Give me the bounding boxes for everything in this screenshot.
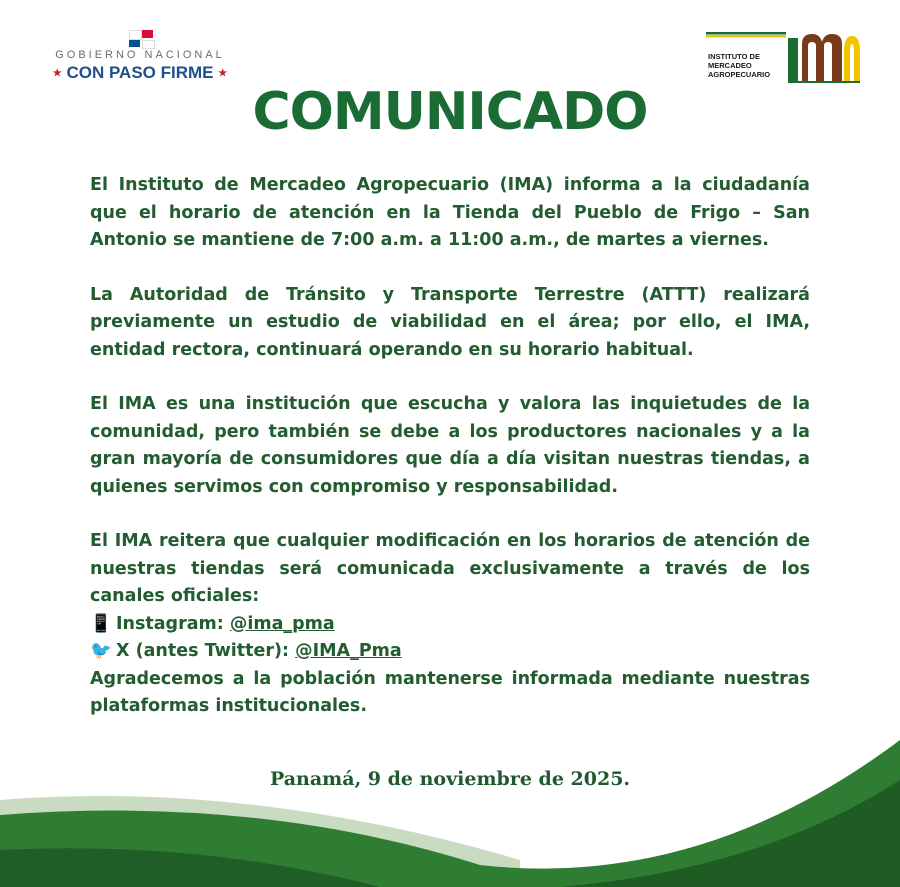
gov-logo-slogan: CON PASO FIRME	[66, 63, 214, 82]
ima-logo-line-2: MERCADEO	[708, 61, 752, 70]
star-icon: ★	[52, 68, 62, 80]
mobile-phone-icon: 📱	[90, 613, 112, 634]
paragraph-4: El IMA reitera que cualquier modificación en los horarios de atención de nuestras tiendas será comunicada exclusivamente a través de los canales oficiales:	[90, 531, 810, 606]
ima-logo-text	[708, 52, 770, 79]
paragraph-2: La Autoridad de Tránsito y Transporte Terrestre (ATTT) realizará previamente un estudio de viabilidad en el área; por ello, el IMA, entidad rectora, continuará operando en su horario habitual.	[90, 284, 810, 360]
x-twitter-line	[90, 638, 810, 666]
bird-icon: 🐦	[90, 641, 112, 661]
ima-logo-line-3: AGROPECUARIO	[708, 70, 771, 79]
communique-date: Panamá, 9 de noviembre de 2025.	[269, 768, 631, 790]
gov-logo-bottom-text	[40, 63, 240, 83]
paragraph-1: El Instituto de Mercadeo Agropecuario (IMA) informa a la ciudadanía que el horario de atención en la Tienda del Pueblo de Frigo – San Antonio se mantiene de 7:00 a.m. a 11:00 a.m., de martes a viernes.	[90, 175, 810, 250]
closing-paragraph: Agradecemos a la población mantenerse informada mediante nuestras plataformas institucionales.	[90, 668, 810, 716]
x-twitter-label: X (antes Twitter):	[116, 641, 296, 661]
communique-body	[90, 172, 810, 748]
ima-logo	[706, 30, 861, 85]
page-title: COMUNICADO	[252, 82, 648, 142]
star-icon: ★	[218, 68, 228, 80]
instagram-handle-link[interactable]: @ima_pma	[229, 613, 335, 634]
ima-logo-bars	[706, 32, 786, 40]
gov-logo-top-text: GOBIERNO NACIONAL	[55, 49, 225, 61]
ima-logo-mark	[786, 30, 861, 85]
gobierno-nacional-logo	[40, 30, 240, 83]
instagram-label: Instagram:	[116, 613, 230, 634]
panama-flag-icon	[129, 30, 151, 45]
ima-logo-line-1: INSTITUTO DE	[708, 52, 760, 61]
x-twitter-handle-link[interactable]: @IMA_Pma	[295, 641, 402, 661]
instagram-line	[90, 611, 810, 639]
bottom-wave-decoration	[0, 720, 900, 887]
paragraph-3: El IMA es una institución que escucha y valora las inquietudes de la comunidad, pero también se debe a los productores nacionales y a la gran mayoría de consumidores que día a día visitan nuestras tiendas, a quienes servimos con compromiso y responsabilidad.	[90, 394, 810, 497]
